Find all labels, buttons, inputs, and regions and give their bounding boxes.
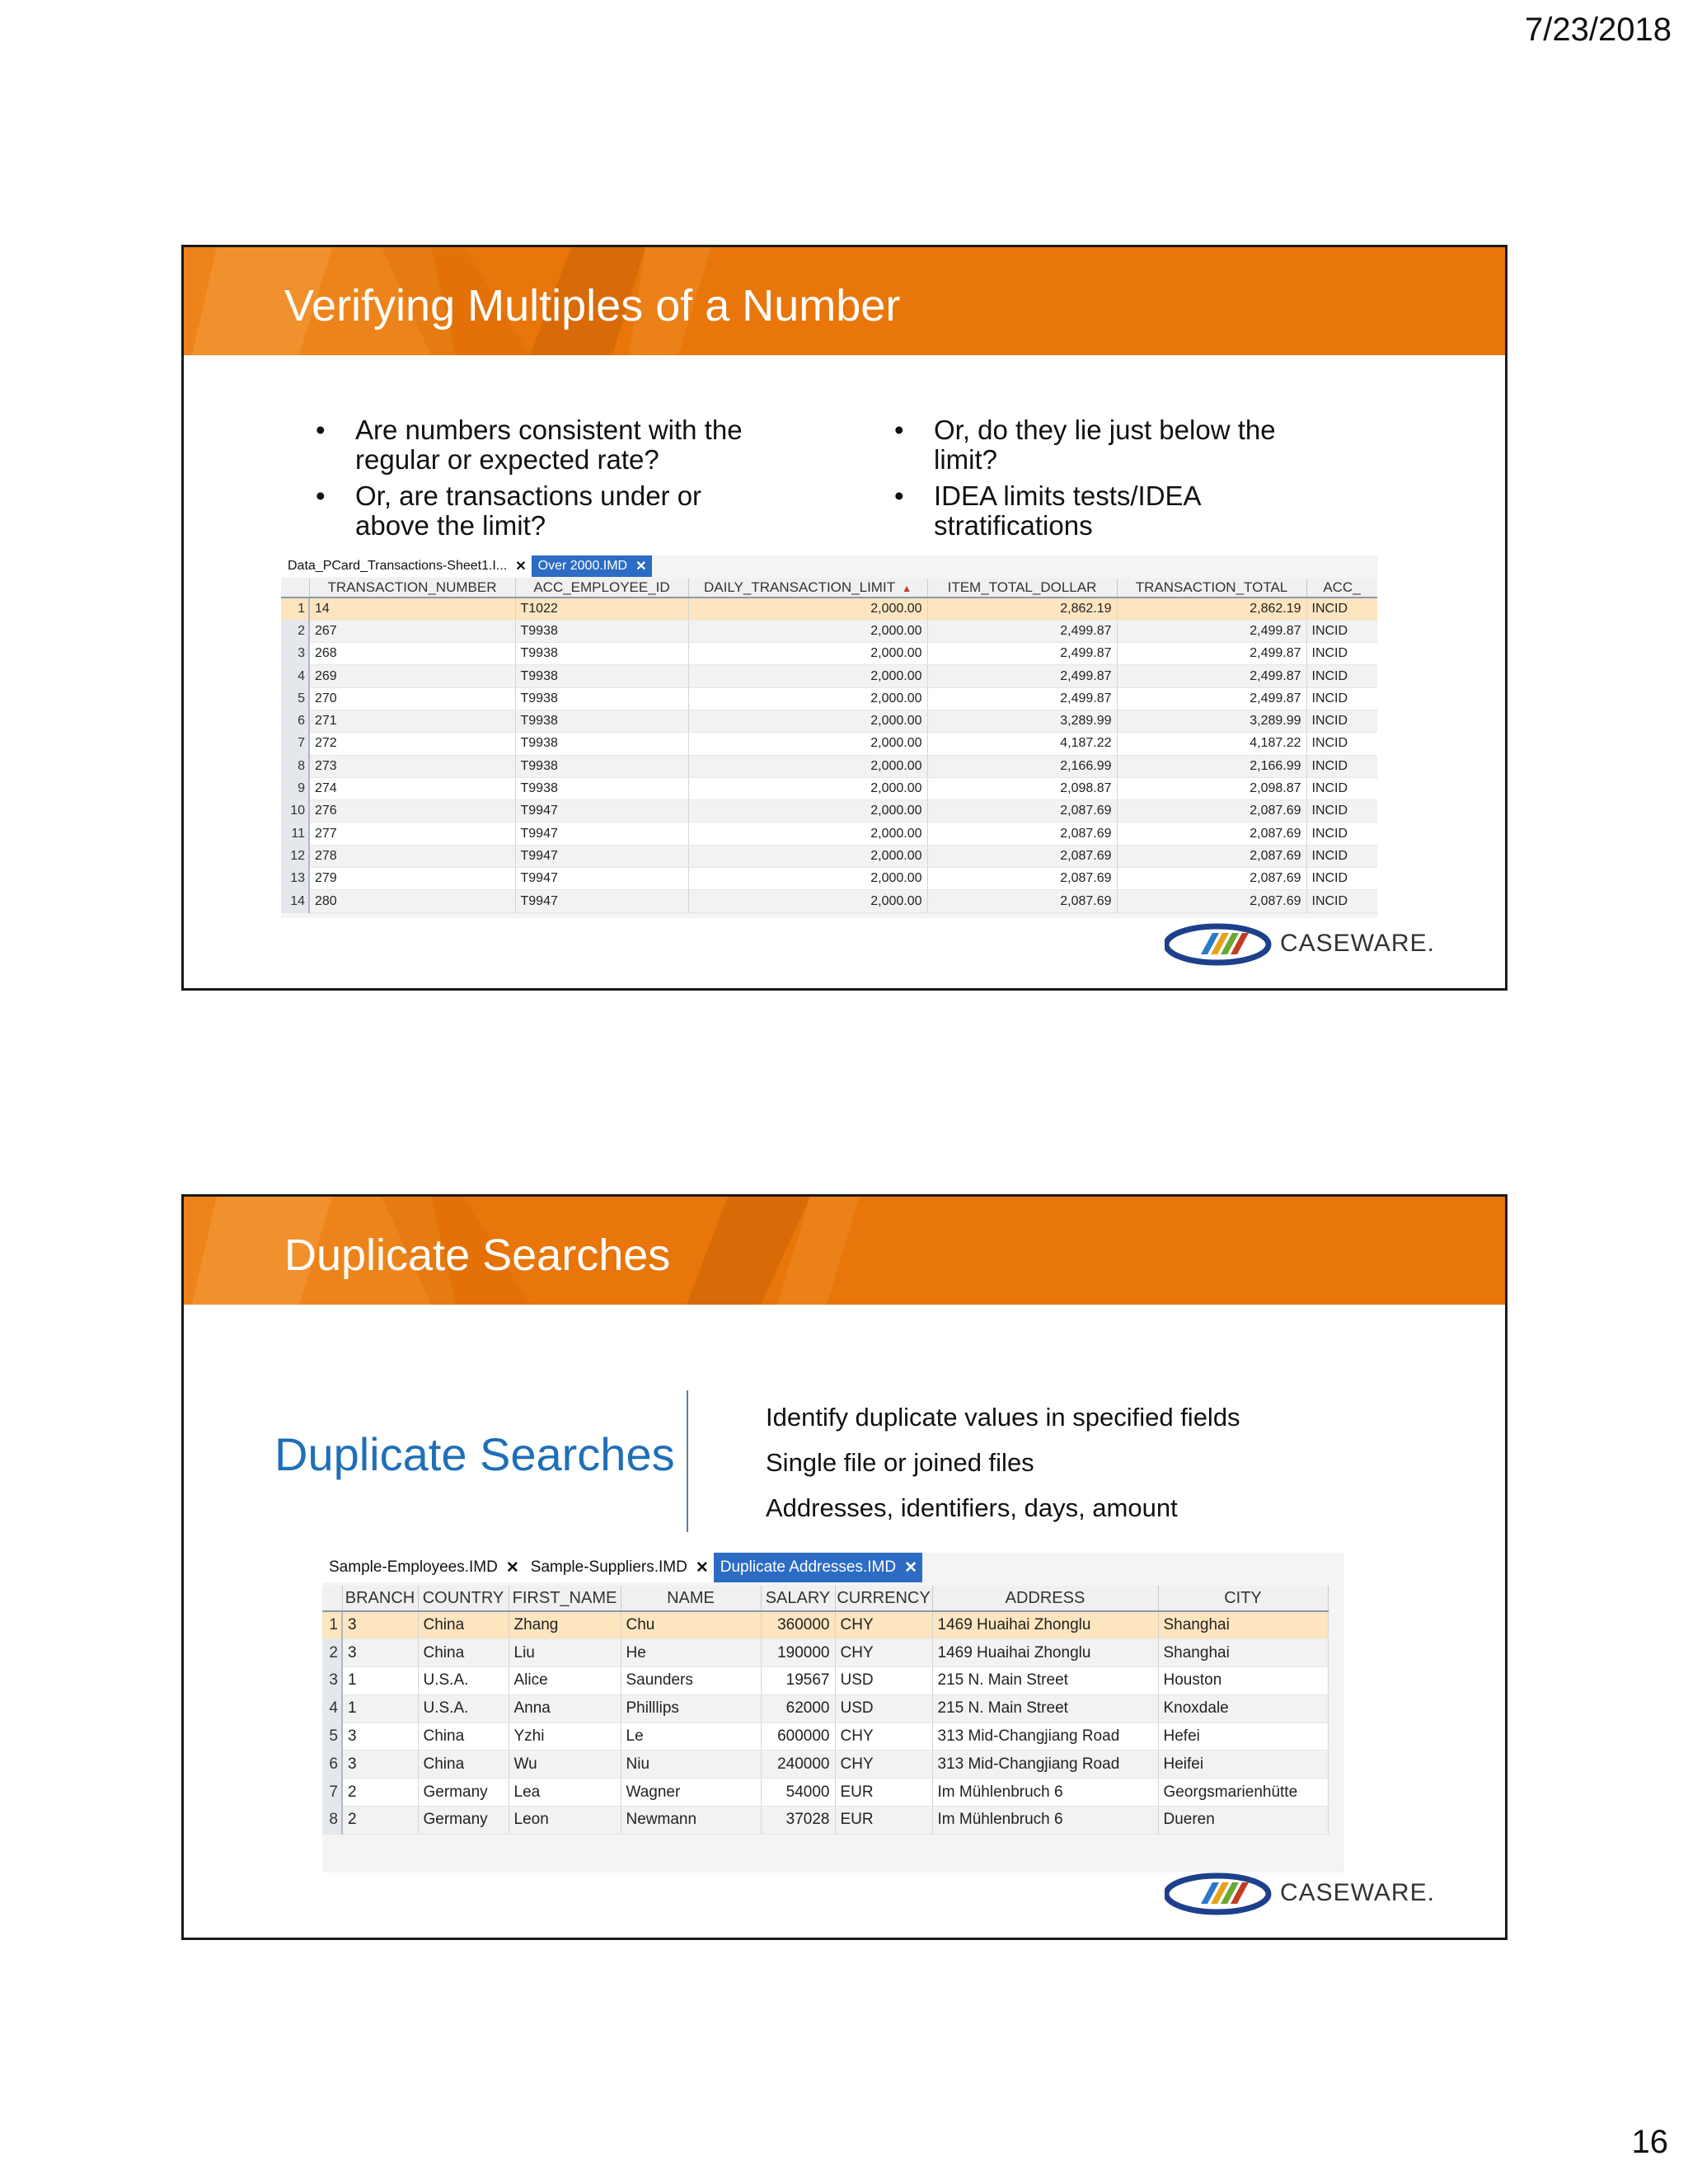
table-cell[interactable]: 37028 — [761, 1807, 835, 1835]
table-cell[interactable]: Shanghai — [1158, 1639, 1328, 1667]
row-number[interactable]: 7 — [322, 1779, 342, 1807]
table-cell[interactable]: INCID — [1306, 777, 1377, 799]
table-cell[interactable]: Liu — [509, 1639, 621, 1667]
table-cell[interactable]: U.S.A. — [418, 1667, 509, 1695]
table-cell[interactable]: 2,499.87 — [1117, 687, 1306, 710]
table-cell[interactable]: 1 — [342, 1667, 418, 1695]
table-cell[interactable]: 271 — [309, 710, 515, 732]
table-cell[interactable]: 190000 — [761, 1639, 835, 1667]
slide-verifying-multiples — [181, 245, 1507, 991]
section-heading: Duplicate Searches — [274, 1428, 675, 1480]
table-cell[interactable]: INCID — [1306, 823, 1377, 845]
table-cell[interactable]: Lea — [509, 1779, 621, 1807]
duplicates-grid-screenshot — [322, 1553, 1344, 1872]
tab-over-2000[interactable] — [532, 555, 652, 577]
table-row[interactable] — [322, 1667, 1328, 1695]
table-cell[interactable]: Dueren — [1158, 1807, 1328, 1835]
table-cell[interactable]: 2,499.87 — [1117, 620, 1306, 642]
table-cell[interactable]: China — [418, 1750, 509, 1779]
tab-label: Over 2000.IMD — [537, 559, 628, 573]
table-cell[interactable]: 2,087.69 — [927, 823, 1117, 845]
row-number-header — [322, 1586, 342, 1611]
table-cell[interactable]: Niu — [621, 1750, 761, 1779]
table-cell[interactable]: T9947 — [515, 845, 688, 867]
table-row[interactable] — [322, 1807, 1328, 1835]
column-header[interactable]: CURRENCY — [835, 1586, 932, 1611]
table-cell[interactable]: 2,000.00 — [688, 868, 927, 890]
table-cell[interactable]: 2,499.87 — [1117, 665, 1306, 687]
table-cell[interactable]: Im Mühlenbruch 6 — [932, 1779, 1158, 1807]
file-tab-bar — [281, 555, 652, 577]
table-cell[interactable]: 268 — [309, 643, 515, 665]
page-date: 7/23/2018 — [1525, 12, 1672, 48]
close-icon[interactable]: ✕ — [695, 1558, 709, 1577]
table-cell[interactable]: Alice — [509, 1667, 621, 1695]
table-cell[interactable]: INCID — [1306, 733, 1377, 755]
table-cell[interactable]: CHY — [835, 1750, 932, 1779]
table-cell[interactable]: T9947 — [515, 890, 688, 912]
table-cell[interactable]: Newmann — [621, 1807, 761, 1835]
table-cell[interactable]: T9938 — [515, 687, 688, 710]
bullet-list-left — [316, 415, 761, 547]
table-cell[interactable]: 2,087.69 — [1117, 800, 1306, 823]
row-number[interactable]: 3 — [322, 1667, 342, 1695]
table-cell[interactable]: 215 N. Main Street — [932, 1667, 1158, 1695]
close-icon[interactable]: ✕ — [505, 1558, 519, 1577]
table-cell[interactable]: 1469 Huaihai Zhonglu — [932, 1611, 1158, 1639]
row-number[interactable]: 8 — [322, 1807, 342, 1835]
row-number[interactable]: 5 — [281, 687, 309, 710]
row-number[interactable]: 6 — [281, 710, 309, 732]
table-cell[interactable]: Le — [621, 1722, 761, 1750]
table-row[interactable] — [322, 1639, 1328, 1667]
table-cell[interactable]: INCID — [1306, 643, 1377, 665]
row-number[interactable]: 14 — [281, 890, 309, 912]
table-cell[interactable]: Im Mühlenbruch 6 — [932, 1807, 1158, 1835]
bullet-item: • Or, do they lie just below the limit? — [894, 415, 1306, 475]
table-row[interactable] — [281, 755, 1377, 777]
table-cell[interactable]: 2,087.69 — [927, 800, 1117, 823]
table-cell[interactable]: T9947 — [515, 823, 688, 845]
table-cell[interactable]: INCID — [1306, 868, 1377, 890]
row-number[interactable]: 7 — [281, 733, 309, 755]
tab-duplicate-addresses[interactable] — [714, 1553, 922, 1582]
table-cell[interactable]: 278 — [309, 845, 515, 867]
sort-ascending-icon: ▲ — [902, 583, 912, 594]
table-cell[interactable]: 2,499.87 — [927, 620, 1117, 642]
table-cell[interactable]: INCID — [1306, 620, 1377, 642]
table-cell[interactable]: T9938 — [515, 755, 688, 777]
table-cell[interactable]: 4,187.22 — [927, 733, 1117, 755]
table-cell[interactable]: 2,000.00 — [688, 620, 927, 642]
column-header[interactable]: ACC_EMPLOYEE_ID — [515, 579, 688, 598]
column-header[interactable]: TRANSACTION_TOTAL — [1117, 579, 1306, 598]
table-row[interactable] — [281, 777, 1377, 799]
caseware-logo — [1165, 918, 1435, 971]
table-cell[interactable]: 1 — [342, 1694, 418, 1722]
table-cell[interactable]: 2,000.00 — [688, 665, 927, 687]
table-cell[interactable]: 2,087.69 — [1117, 845, 1306, 867]
table-cell[interactable]: 2,087.69 — [1117, 823, 1306, 845]
row-number[interactable]: 11 — [281, 823, 309, 845]
table-cell[interactable]: 19567 — [761, 1667, 835, 1695]
column-header[interactable]: SALARY — [761, 1586, 835, 1611]
table-cell[interactable]: 2,000.00 — [688, 755, 927, 777]
bullet-item: • Are numbers consistent with the regular or expected rate? — [316, 415, 761, 475]
table-cell[interactable]: 2 — [342, 1807, 418, 1835]
row-number[interactable]: 2 — [322, 1639, 342, 1667]
duplicates-table-body — [322, 1611, 1328, 1834]
table-cell[interactable]: 2,087.69 — [927, 868, 1117, 890]
row-number[interactable]: 13 — [281, 868, 309, 890]
table-cell[interactable]: 2,166.99 — [1117, 755, 1306, 777]
table-cell[interactable]: INCID — [1306, 665, 1377, 687]
table-cell[interactable]: 215 N. Main Street — [932, 1694, 1158, 1722]
tab-label: Data_PCard_Transactions-Sheet1.I... — [288, 559, 508, 573]
table-cell[interactable]: T9947 — [515, 868, 688, 890]
table-cell[interactable]: EUR — [835, 1779, 932, 1807]
table-cell[interactable]: 3,289.99 — [1117, 710, 1306, 732]
row-number[interactable]: 10 — [281, 800, 309, 823]
caseware-logo-text: CASEWARE. — [1280, 1879, 1435, 1906]
table-cell[interactable]: Leon — [509, 1807, 621, 1835]
slide-title: Verifying Multiples of a Number — [284, 281, 901, 330]
table-cell[interactable]: 2,000.00 — [688, 800, 927, 823]
column-header[interactable]: TRANSACTION_NUMBER — [309, 579, 515, 598]
feature-item: Single file or joined files — [766, 1448, 1034, 1477]
row-number[interactable]: 6 — [322, 1750, 342, 1779]
slide-header — [184, 1197, 1505, 1305]
table-cell[interactable]: Knoxdale — [1158, 1694, 1328, 1722]
table-cell[interactable]: 2,499.87 — [927, 687, 1117, 710]
row-number[interactable]: 1 — [322, 1611, 342, 1639]
table-cell[interactable]: 3,289.99 — [927, 710, 1117, 732]
table-cell[interactable]: 279 — [309, 868, 515, 890]
table-cell[interactable]: Germany — [418, 1807, 509, 1835]
table-cell[interactable]: Philllips — [621, 1694, 761, 1722]
table-cell[interactable]: 2,098.87 — [1117, 777, 1306, 799]
table-cell[interactable]: T9947 — [515, 800, 688, 823]
table-cell[interactable]: He — [621, 1639, 761, 1667]
table-cell[interactable]: 2,000.00 — [688, 890, 927, 912]
table-cell[interactable]: 360000 — [761, 1611, 835, 1639]
table-cell[interactable]: T9938 — [515, 665, 688, 687]
table-row[interactable] — [281, 710, 1377, 732]
column-header[interactable]: ACC_ — [1306, 579, 1377, 598]
table-cell[interactable]: INCID — [1306, 598, 1377, 620]
table-cell[interactable]: 600000 — [761, 1722, 835, 1750]
row-number-header — [281, 579, 309, 598]
page-number: 16 — [1631, 2124, 1668, 2160]
table-cell[interactable]: 2,087.69 — [927, 845, 1117, 867]
table-cell[interactable]: China — [418, 1722, 509, 1750]
table-cell[interactable]: 2,000.00 — [688, 733, 927, 755]
table-cell[interactable]: Hefei — [1158, 1722, 1328, 1750]
table-row[interactable] — [281, 733, 1377, 755]
table-cell[interactable]: 2,000.00 — [688, 823, 927, 845]
table-cell[interactable]: 3 — [342, 1639, 418, 1667]
table-cell[interactable]: 240000 — [761, 1750, 835, 1779]
table-cell[interactable]: Chu — [621, 1611, 761, 1639]
table-cell[interactable]: 4,187.22 — [1117, 733, 1306, 755]
column-header[interactable]: FIRST_NAME — [509, 1586, 621, 1611]
column-header[interactable]: ITEM_TOTAL_DOLLAR — [927, 579, 1117, 598]
row-number[interactable]: 1 — [281, 598, 309, 620]
table-row[interactable] — [322, 1694, 1328, 1722]
table-header-row — [322, 1586, 1328, 1611]
table-cell[interactable]: T9938 — [515, 710, 688, 732]
table-cell[interactable]: 270 — [309, 687, 515, 710]
table-cell[interactable]: USD — [835, 1694, 932, 1722]
table-row[interactable] — [322, 1722, 1328, 1750]
table-cell[interactable]: Anna — [509, 1694, 621, 1722]
table-cell[interactable]: Germany — [418, 1779, 509, 1807]
table-cell[interactable]: 62000 — [761, 1694, 835, 1722]
table-cell[interactable]: 2 — [342, 1779, 418, 1807]
tab-sample-suppliers[interactable] — [524, 1553, 714, 1582]
tab-label: Sample-Employees.IMD — [329, 1558, 498, 1576]
table-cell[interactable]: China — [418, 1611, 509, 1639]
row-number[interactable]: 3 — [281, 643, 309, 665]
table-row[interactable] — [281, 890, 1377, 912]
bullet-item: • Or, are transactions under or above the limit? — [316, 481, 761, 541]
table-row[interactable] — [281, 823, 1377, 845]
table-cell[interactable]: 3 — [342, 1722, 418, 1750]
table-cell[interactable]: 2,862.19 — [1117, 598, 1306, 620]
row-number[interactable]: 5 — [322, 1722, 342, 1750]
tab-label: Duplicate Addresses.IMD — [720, 1558, 897, 1576]
slide-duplicate-searches — [181, 1194, 1507, 1940]
table-cell[interactable]: 14 — [309, 598, 515, 620]
table-cell[interactable]: 273 — [309, 755, 515, 777]
duplicates-table — [322, 1586, 1329, 1835]
table-cell[interactable]: T9938 — [515, 733, 688, 755]
row-number[interactable]: 2 — [281, 620, 309, 642]
table-cell[interactable]: INCID — [1306, 687, 1377, 710]
table-cell[interactable]: 2,499.87 — [1117, 643, 1306, 665]
table-cell[interactable]: 267 — [309, 620, 515, 642]
table-cell[interactable]: CHY — [835, 1722, 932, 1750]
table-cell[interactable]: 2,000.00 — [688, 845, 927, 867]
table-cell[interactable]: U.S.A. — [418, 1694, 509, 1722]
table-cell[interactable]: CHY — [835, 1639, 932, 1667]
table-cell[interactable]: 2,166.99 — [927, 755, 1117, 777]
table-cell[interactable]: 3 — [342, 1750, 418, 1779]
slide-header — [184, 247, 1505, 355]
table-cell[interactable]: INCID — [1306, 800, 1377, 823]
table-cell[interactable]: 2,087.69 — [1117, 868, 1306, 890]
table-cell[interactable]: 280 — [309, 890, 515, 912]
table-cell[interactable]: 2,862.19 — [927, 598, 1117, 620]
table-cell[interactable]: 313 Mid-Changjiang Road — [932, 1750, 1158, 1779]
table-cell[interactable]: Shanghai — [1158, 1611, 1328, 1639]
table-row[interactable] — [281, 598, 1377, 620]
caseware-logo-mark — [1165, 1868, 1277, 1920]
column-header[interactable]: ADDRESS — [932, 1586, 1158, 1611]
table-cell[interactable]: EUR — [835, 1807, 932, 1835]
table-cell[interactable]: Houston — [1158, 1667, 1328, 1695]
column-header[interactable]: CITY — [1158, 1586, 1328, 1611]
file-tab-bar — [322, 1553, 922, 1582]
bullet-list-right — [894, 415, 1306, 547]
table-cell[interactable]: INCID — [1306, 845, 1377, 867]
slide-title: Duplicate Searches — [284, 1230, 671, 1280]
table-cell[interactable]: 2,000.00 — [688, 777, 927, 799]
caseware-logo — [1165, 1868, 1435, 1920]
table-cell[interactable]: 272 — [309, 733, 515, 755]
table-cell[interactable]: China — [418, 1639, 509, 1667]
table-cell[interactable]: 274 — [309, 777, 515, 799]
table-cell[interactable]: 2,098.87 — [927, 777, 1117, 799]
table-row[interactable] — [281, 800, 1377, 823]
table-cell[interactable]: 2,000.00 — [688, 687, 927, 710]
table-row[interactable] — [281, 868, 1377, 890]
column-header[interactable] — [688, 579, 927, 598]
close-icon[interactable]: ✕ — [635, 560, 647, 574]
table-cell[interactable]: Wu — [509, 1750, 621, 1779]
caseware-logo-text: CASEWARE. — [1280, 930, 1435, 957]
table-cell[interactable]: 1469 Huaihai Zhonglu — [932, 1639, 1158, 1667]
table-cell[interactable]: 3 — [342, 1611, 418, 1639]
table-row[interactable] — [322, 1750, 1328, 1779]
row-number[interactable]: 4 — [322, 1694, 342, 1722]
table-cell[interactable]: Yzhi — [509, 1722, 621, 1750]
table-cell[interactable]: 2,087.69 — [1117, 890, 1306, 912]
feature-item: Identify duplicate values in specified fields — [766, 1403, 1240, 1432]
row-number[interactable]: 4 — [281, 665, 309, 687]
table-cell[interactable]: 2,499.87 — [927, 665, 1117, 687]
vertical-divider — [687, 1390, 688, 1532]
table-cell[interactable]: 2,000.00 — [688, 710, 927, 732]
table-cell[interactable]: USD — [835, 1667, 932, 1695]
table-cell[interactable]: 2,087.69 — [927, 890, 1117, 912]
table-cell[interactable]: T1022 — [515, 598, 688, 620]
table-cell[interactable]: Heifei — [1158, 1750, 1328, 1779]
tab-sample-employees[interactable] — [322, 1553, 524, 1582]
table-cell[interactable]: 2,000.00 — [688, 598, 927, 620]
table-cell[interactable]: Georgsmarienhütte — [1158, 1779, 1328, 1807]
table-cell[interactable]: 277 — [309, 823, 515, 845]
feature-item: Addresses, identifiers, days, amount — [766, 1493, 1178, 1522]
table-row[interactable] — [281, 845, 1377, 867]
tab-pcard-transactions[interactable] — [281, 555, 532, 577]
close-icon[interactable]: ✕ — [904, 1558, 918, 1577]
transactions-grid-screenshot — [281, 555, 1377, 918]
table-cell[interactable]: 54000 — [761, 1779, 835, 1807]
table-cell[interactable]: 2,000.00 — [688, 643, 927, 665]
table-cell[interactable]: T9938 — [515, 643, 688, 665]
table-cell[interactable]: Zhang — [509, 1611, 621, 1639]
row-number[interactable]: 8 — [281, 755, 309, 777]
tab-label: Sample-Suppliers.IMD — [530, 1558, 687, 1576]
row-number[interactable]: 9 — [281, 777, 309, 799]
row-number[interactable]: 12 — [281, 845, 309, 867]
table-cell[interactable]: Saunders — [621, 1667, 761, 1695]
caseware-logo-mark — [1165, 918, 1277, 971]
table-cell[interactable]: INCID — [1306, 710, 1377, 732]
table-cell[interactable]: T9938 — [515, 777, 688, 799]
table-row[interactable] — [281, 643, 1377, 665]
close-icon[interactable]: ✕ — [515, 560, 527, 574]
table-cell[interactable]: INCID — [1306, 755, 1377, 777]
column-header[interactable]: COUNTRY — [418, 1586, 509, 1611]
column-header[interactable]: BRANCH — [342, 1586, 418, 1611]
table-cell[interactable]: CHY — [835, 1611, 932, 1639]
bullet-item: • IDEA limits tests/IDEA stratifications — [894, 481, 1306, 541]
table-cell[interactable]: INCID — [1306, 890, 1377, 912]
table-header-row — [281, 579, 1377, 598]
table-row[interactable] — [281, 665, 1377, 687]
transactions-table-body — [281, 598, 1377, 912]
table-row[interactable] — [281, 687, 1377, 710]
transactions-table — [281, 579, 1377, 913]
table-cell[interactable]: 269 — [309, 665, 515, 687]
column-header[interactable]: NAME — [621, 1586, 761, 1611]
table-cell[interactable]: 313 Mid-Changjiang Road — [932, 1722, 1158, 1750]
table-cell[interactable]: T9938 — [515, 620, 688, 642]
table-row[interactable] — [322, 1611, 1328, 1639]
table-row[interactable] — [281, 620, 1377, 642]
table-cell[interactable]: 2,499.87 — [927, 643, 1117, 665]
table-cell[interactable]: Wagner — [621, 1779, 761, 1807]
column-header-label: DAILY_TRANSACTION_LIMIT — [704, 579, 896, 595]
feature-list — [766, 1394, 1240, 1530]
table-row[interactable] — [322, 1779, 1328, 1807]
table-cell[interactable]: 276 — [309, 800, 515, 823]
